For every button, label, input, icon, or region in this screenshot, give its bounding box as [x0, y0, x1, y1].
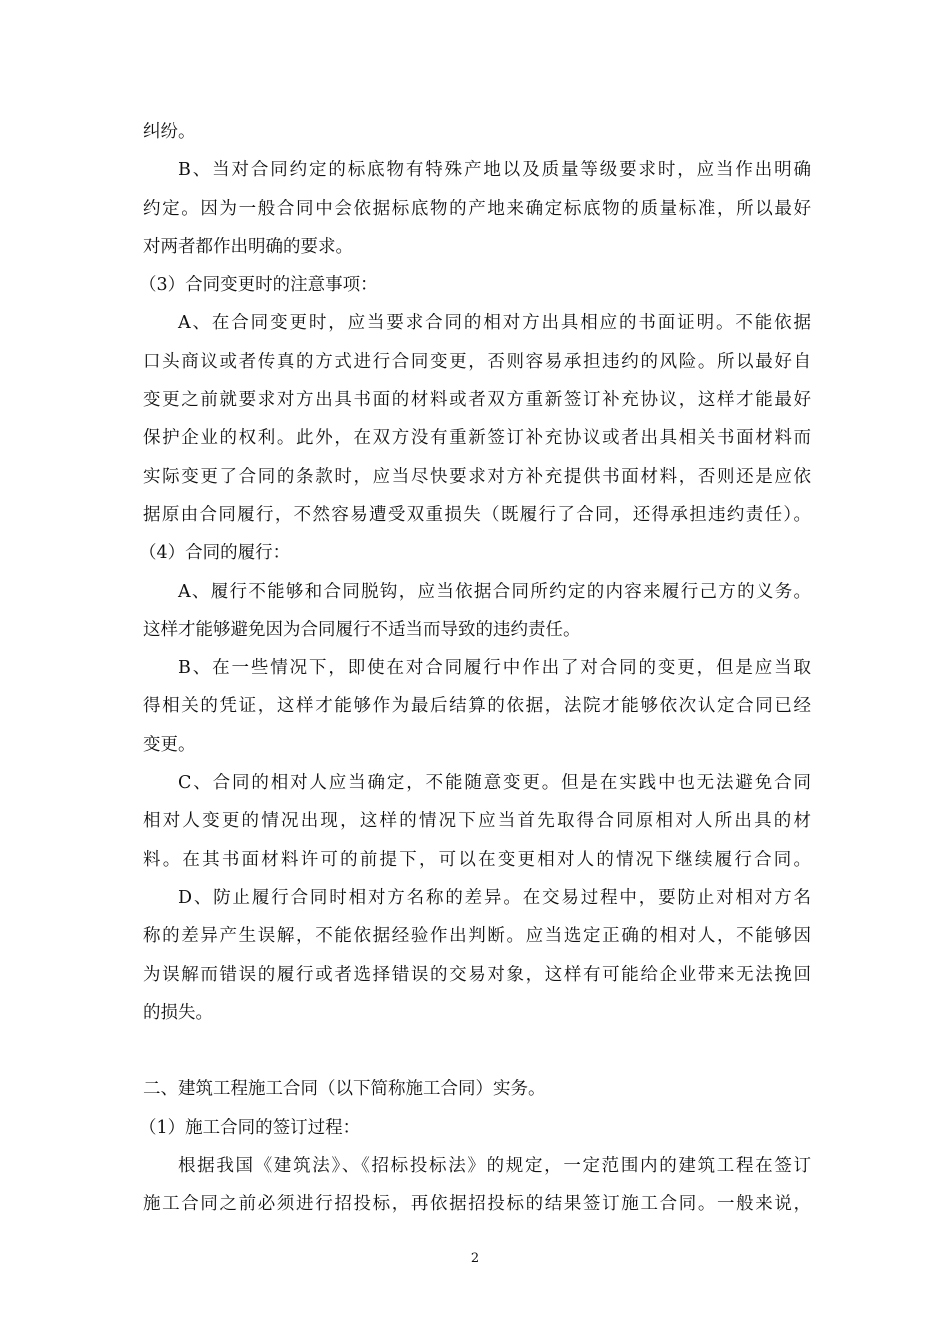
paragraph-line: 保护企业的权利。此外，在双方没有重新签订补充协议或者出具相关书面材料而 — [143, 428, 811, 449]
paragraph-line: 口头商议或者传真的方式进行合同变更，否则容易承担违约的风险。所以最好自 — [143, 351, 811, 372]
page-number: 2 — [470, 1251, 480, 1266]
paragraph-line: A、在合同变更时，应当要求合同的相对方出具相应的书面证明。不能依据 — [178, 313, 811, 334]
paragraph-line: 为误解而错误的履行或者选择错误的交易对象，这样有可能给企业带来无法挽回 — [143, 964, 811, 985]
paragraph-line: 变更之前就要求对方出具书面的材料或者双方重新签订补充协议，这样才能最好 — [143, 390, 811, 411]
paragraph-line: 的损失。 — [143, 1002, 213, 1023]
paragraph-line: 变更。 — [143, 734, 196, 755]
paragraph-line: 约定。因为一般合同中会依据标底物的产地来确定标底物的质量标准，所以最好 — [143, 198, 811, 219]
paragraph-line: 这样才能够避免因为合同履行不适当而导致的违约责任。 — [143, 619, 581, 640]
paragraph-line: B、当对合同约定的标底物有特殊产地以及质量等级要求时，应当作出明确 — [178, 160, 811, 181]
body-text — [139, 113, 811, 1224]
paragraph-line: 称的差异产生误解，不能依据经验作出判断。应当选定正确的相对人，不能够因 — [143, 926, 811, 947]
paragraph-line: 得相关的凭证，这样才能够作为最后结算的依据，法院才能够依次认定合同已经 — [143, 696, 811, 717]
paragraph-line: 施工合同之前必须进行招投标，再依据招投标的结果签订施工合同。一般来说， — [143, 1194, 811, 1215]
paragraph-line: 据原由合同履行，不然容易遭受双重损失（既履行了合同，还得承担违约责任）。 — [143, 504, 811, 525]
section-heading: （3）合同变更时的注意事项： — [139, 275, 378, 296]
paragraph-line: C、合同的相对人应当确定，不能随意变更。但是在实践中也无法避免合同 — [178, 773, 811, 794]
paragraph-line: D、防止履行合同时相对方名称的差异。在交易过程中，要防止对相对方名 — [178, 887, 811, 908]
paragraph-line: 料。在其书面材料许可的前提下，可以在变更相对人的情况下继续履行合同。 — [143, 849, 811, 870]
paragraph-line: 相对人变更的情况出现，这样的情况下应当首先取得合同原相对人所出具的材 — [143, 811, 811, 832]
paragraph-line: 实际变更了合同的条款时，应当尽快要求对方补充提供书面材料，否则还是应依 — [143, 466, 811, 487]
section-heading: （4）合同的履行： — [139, 543, 291, 564]
section-heading: （1）施工合同的签订过程： — [139, 1117, 361, 1138]
paragraph-line: 对两者都作出明确的要求。 — [143, 236, 353, 257]
paragraph-line: 根据我国《建筑法》、《招标投标法》的规定，一定范围内的建筑工程在签订 — [178, 1156, 811, 1177]
paragraph-line: A、履行不能够和合同脱钩，应当依据合同所约定的内容来履行己方的义务。 — [178, 581, 811, 602]
paragraph-line: B、在一些情况下，即使在对合同履行中作出了对合同的变更，但是应当取 — [178, 658, 811, 679]
chapter-heading: 二、建筑工程施工合同（以下简称施工合同）实务。 — [143, 1079, 546, 1100]
paragraph-line: 纠纷。 — [143, 122, 196, 142]
blank-line — [143, 1032, 811, 1070]
